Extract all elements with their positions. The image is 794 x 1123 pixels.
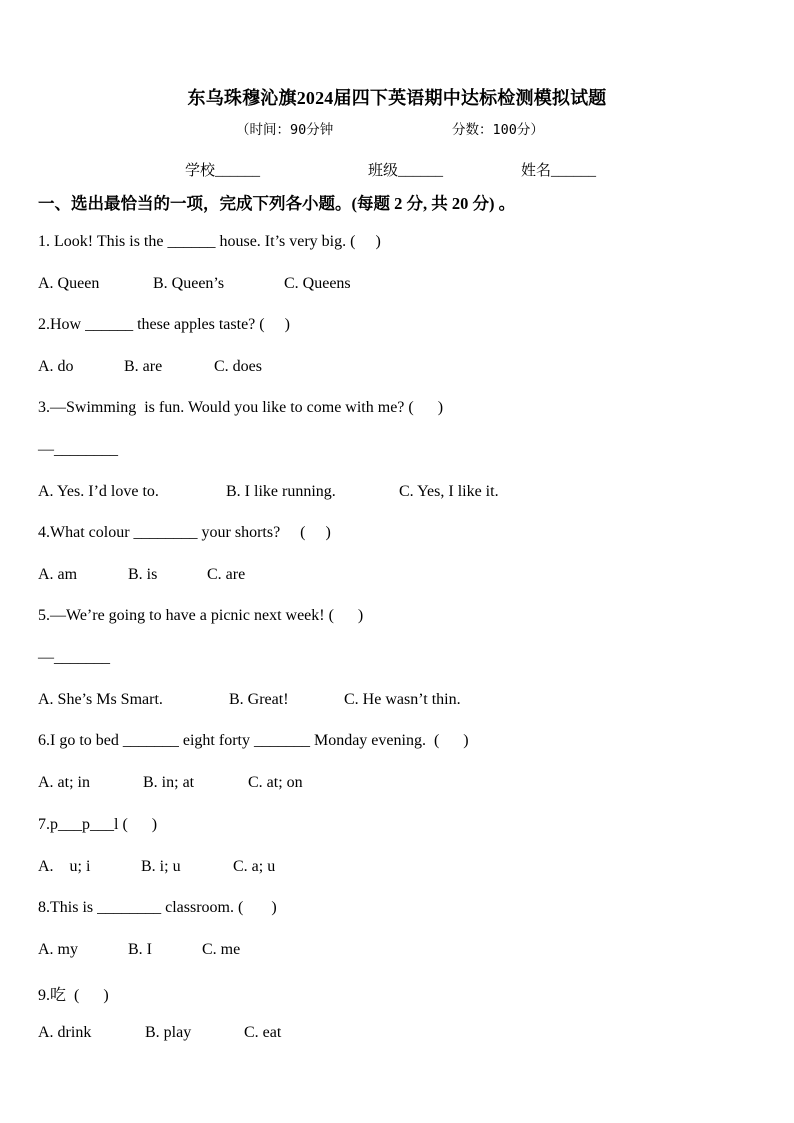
option-a: A. at; in	[38, 774, 90, 791]
option-b: B. play	[145, 1024, 192, 1041]
option-b: B. is	[128, 566, 158, 583]
option-c: C. Queens	[284, 275, 351, 292]
option-c: C. does	[214, 358, 262, 375]
option-c: C. Yes, I like it.	[399, 483, 499, 500]
name-field: 姓名______	[521, 163, 597, 179]
option-c: C. eat	[244, 1024, 282, 1041]
question-5: 5.—We’re going to have a picnic next week! ( )	[38, 607, 364, 624]
option-b: B. I like running.	[226, 483, 336, 500]
option-a: A. my	[38, 941, 78, 958]
school-field: 学校______	[185, 163, 261, 179]
answer-line-3: —________	[38, 441, 118, 458]
option-a: A. Yes. I’d love to.	[38, 483, 159, 500]
option-b: B. Great!	[229, 691, 289, 708]
option-b: B. i; u	[141, 858, 181, 875]
option-c: C. a; u	[233, 858, 276, 875]
exam-title: 东乌珠穆沁旗2024届四下英语期中达标检测模拟试题	[187, 88, 607, 108]
option-b: B. in; at	[143, 774, 195, 791]
exam-score: 分数：100分）	[452, 122, 544, 138]
option-a: A. Queen	[38, 275, 100, 292]
question-2: 2.How ______ these apples taste? ( )	[38, 316, 290, 333]
question-6: 6.I go to bed _______ eight forty _______ Monday evening. ( )	[38, 732, 469, 749]
option-b: B. Queen’s	[153, 275, 225, 292]
option-c: C. are	[207, 566, 246, 583]
section-heading: 一、选出最恰当的一项，完成下列各小题。(每题 2 分, 共 20 分) 。	[38, 194, 516, 213]
answer-line-5: —_______	[38, 649, 110, 666]
exam-time: （时间：90分钟	[236, 122, 334, 138]
option-a: A. drink	[38, 1024, 92, 1041]
option-b: B. are	[124, 358, 163, 375]
question-9: 9.吃 ( )	[38, 987, 109, 1004]
question-1: 1. Look! This is the ______ house. It’s very big. ( )	[38, 233, 381, 250]
option-a: A. am	[38, 566, 78, 583]
question-8: 8.This is ________ classroom. ( )	[38, 899, 277, 916]
question-7: 7.p___p___l ( )	[38, 816, 158, 833]
question-4: 4.What colour ________ your shorts? ( )	[38, 524, 331, 541]
class-field: 班级______	[368, 163, 444, 179]
option-c: C. He wasn’t thin.	[344, 691, 461, 708]
option-a: A. u; i	[38, 858, 91, 875]
option-c: C. at; on	[248, 774, 303, 791]
option-b: B. I	[128, 941, 152, 958]
option-a: A. She’s Ms Smart.	[38, 691, 163, 708]
option-c: C. me	[202, 941, 241, 958]
option-a: A. do	[38, 358, 74, 375]
question-3: 3.—Swimming is fun. Would you like to come with me? ( )	[38, 399, 444, 416]
